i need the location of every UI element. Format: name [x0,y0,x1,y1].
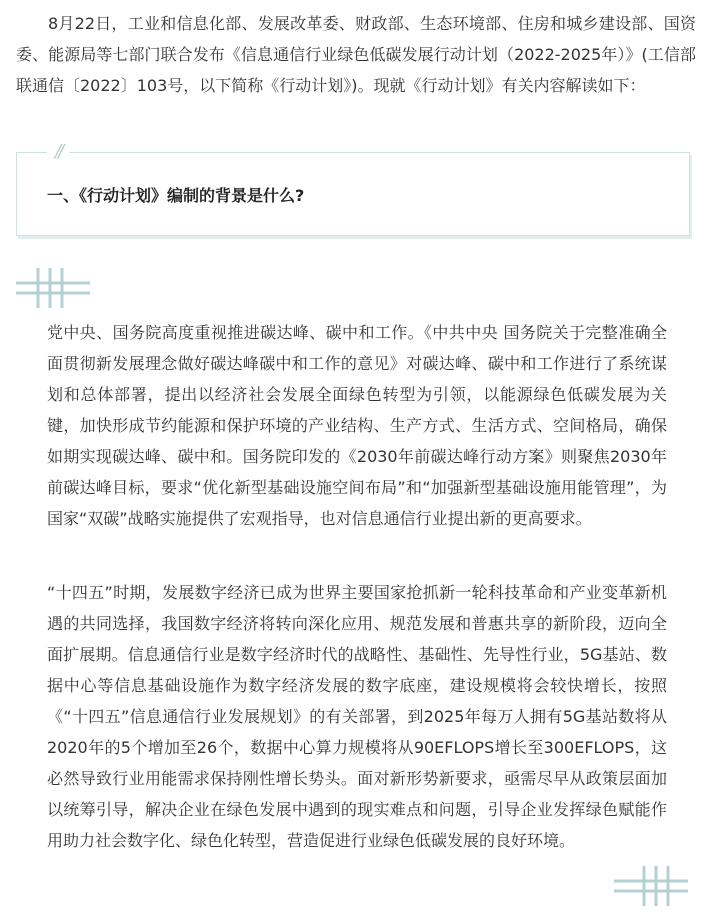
question-box [16,141,690,236]
body-paragraph-1: 党中央、国务院高度重视推进碳达峰、碳中和工作。《中共中央 国务院关于完整准确全面贯彻新发展理念做好碳达峰碳中和工作的意见》对碳达峰、碳中和工作进行了系统谋划和总体部署，提出以经济社会发展全面绿色转型为引领，以能源绿色低碳发展为关键，加快形成节约能源和保护环境的产业结构、生产方式、生活方式、空间格局，确保如期实现碳达峰、碳中和。国务院印发的《2030年前碳达峰行动方案》则聚焦2030年前碳达峰目标，要求“优化新型基础设施空间布局”和“加强新型基础设施用能管理”，为国家“双碳”战略实施提供了宏观指导，也对信息通信行业提出新的更高要求。 [47,323,667,528]
section-heading: 一、《行动计划》编制的背景是什么? [47,186,305,205]
hash-decoration-icon [614,866,688,906]
intro-paragraph: 8月22日，工业和信息化部、发展改革委、财政部、生态环境部、住房和城乡建设部、国资委、能源局等七部门联合发布《信息通信行业绿色低碳发展行动计划（2022-2025年）》(工信部联通信〔2022〕103号，以下简称《行动计划》)。现就《行动计划》有关内容解读如下： [16,14,696,95]
body-paragraph-2: “十四五”时期，发展数字经济已成为世界主要国家抢抓新一轮科技革命和产业变革新机遇的共同选择，我国数字经济将转向深化应用、规范发展和普惠共享的新阶段，迈向全面扩展期。信息通信行业是数字经济时代的战略性、基础性、先导性行业，5G基站、数据中心等信息基础设施作为数字经济发展的数字底座，建设规模将会较快增长，按照《“十四五”信息通信行业发展规划》的有关部署，到2025年每万人拥有5G基站数将从2020年的5个增加至26个，数据中心算力规模将从90EFLOPS增长至300EFLOPS，这必然导致行业用能需求保持刚性增长势头。面对新形势新要求，亟需尽早从政策层面加以统筹引导，解决企业在绿色发展中遇到的现实难点和问题，引导企业发挥绿色赋能作用助力社会数字化、绿色化转型，营造促进行业绿色低碳发展的良好环境。 [47,583,667,850]
slash-mark: // [47,141,69,162]
hash-decoration-icon [16,268,90,308]
